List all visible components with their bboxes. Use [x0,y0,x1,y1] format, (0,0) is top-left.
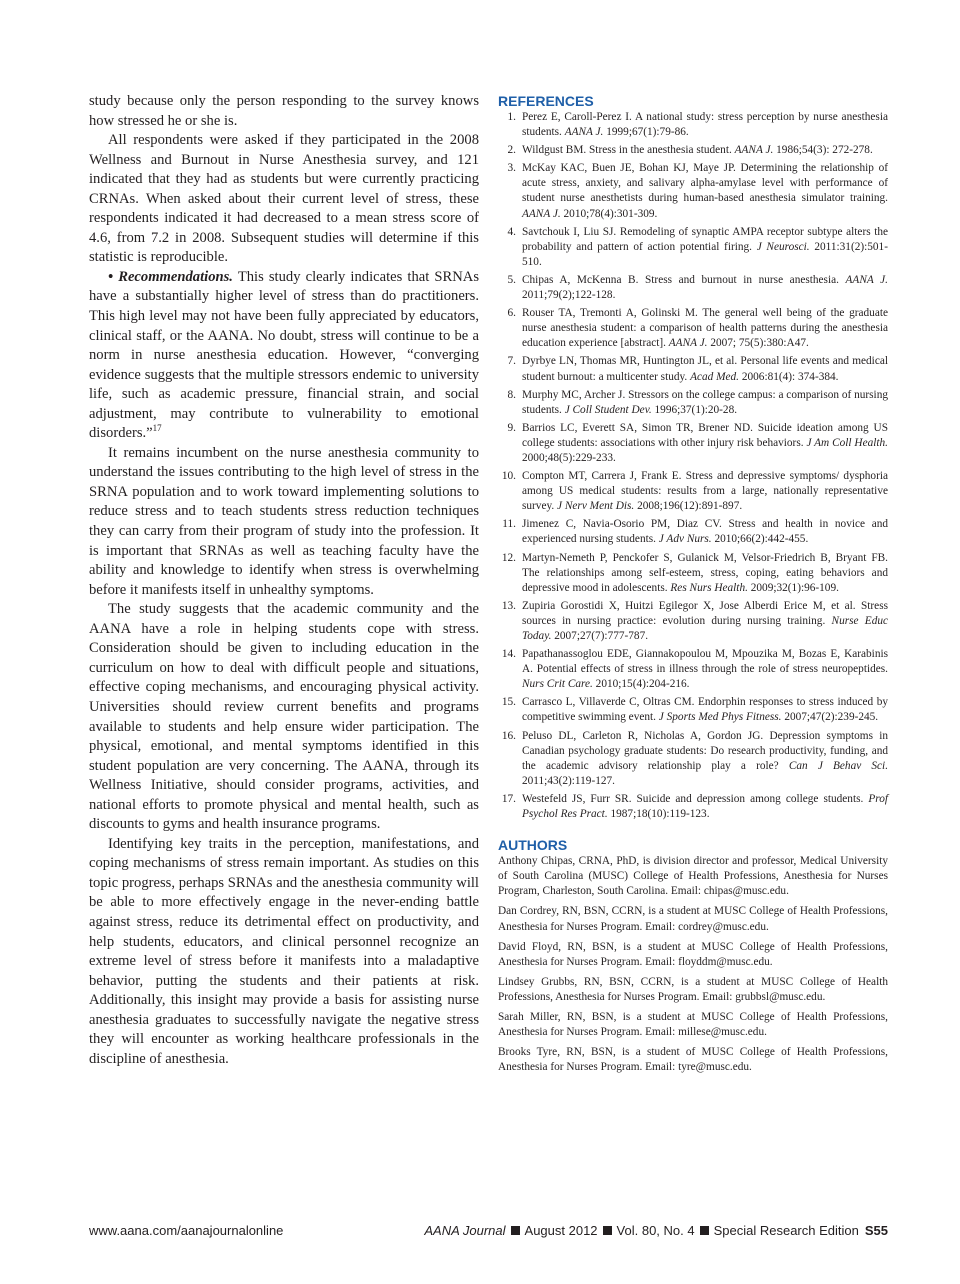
reference-journal: J Adv Nurs. [658,533,712,546]
reference-number: 7. [507,355,516,368]
author-bio: Brooks Tyre, RN, BSN, is a student of MUSC College of Health Professions, Anesthesia for Nurses Program. Email: tyre@musc.edu. [498,1046,888,1074]
reference-journal: AANA J. [845,273,888,286]
reference-item [498,792,888,822]
reference-number: 17. [501,792,516,805]
reference-citation: 1986;54(3): 272-278. [776,144,873,157]
reference-citation: 2010;66(2):442-455. [714,533,809,546]
reference-number: 2. [507,144,516,157]
reference-item [498,273,888,303]
reference-text: Perez E, Caroll-Perez I. A national study: stress perception by nurse anesthesia students. [522,111,888,139]
body-paragraph: Identifying key traits in the perception, manifestations, and coping mechanisms of stress remain important. As studies on this topic progress, perhaps SRNAs and the anesthesia community will be able to more effectively engage in the never-ending battle against stress, reduce its detrimental effect on productivity, and help students, educators, and clinical personnel recognize an extreme level of stress before it manifests into a maladaptive behavior, putting the students and their patients at risk. Additionally, this insight may provide a basis for assisting nurse anesthesia graduates to successfully navigate the negative stress they will encounter as working healthcare professionals in the discipline of anesthesia. [89,835,479,1067]
reference-citation: 2000;48(5):229-233. [522,451,616,464]
reference-journal: Nurse Educ Today. [522,614,889,642]
author-bio: Dan Cordrey, RN, BSN, CCRN, is a student at MUSC College of Health Professions, Anesthesia for Nurses Program. Email: cordrey@musc.edu. [498,905,888,933]
reference-citation: 2008;196(12):891-897. [637,500,743,513]
reference-text: Rouser TA, Tremonti A, Golinski M. The general well being of the graduate nurse anesthesia student: a comparison of health patterns during the anesthesia education experience [abstract]. [522,307,888,350]
author-bio: David Floyd, RN, BSN, is a student at MUSC College of Health Professions, Anesthesia for Nurses Program. Email: floyddm@musc.edu. [498,940,888,968]
reference-citation: 2010;15(4):204-216. [595,678,690,691]
reference-number: 13. [501,599,516,612]
author-bio: Anthony Chipas, CRNA, PhD, is division director and professor, Medical University of South Carolina (MUSC) College of Health Professions, Anesthesia for Nurses Program, Charleston, South Carolina. Email: chipas@musc.edu. [498,855,888,898]
reference-number: 14. [501,648,516,661]
reference-citation: 2009;32(1):96-109. [750,581,839,594]
square-bullet-icon [511,1226,520,1235]
reference-journal: AANA J. [734,144,774,157]
reference-journal: Res Nurs Health. [670,581,748,594]
square-bullet-icon [700,1226,709,1235]
reference-item [498,388,888,418]
body-paragraph: study because only the person responding to the survey knows how stressed he or she is. [89,93,479,129]
references-authors-column [498,92,888,1080]
page-number: S55 [864,1223,888,1238]
reference-text: Zupiria Gorostidi X, Huitzi Egilegor X, Jose Alberdi Erice M, et al. Stress sources in nursing practice: evolution during nursing training. [522,599,888,627]
references-heading: REFERENCES [498,93,594,109]
reference-journal: Acad Med. [690,370,740,383]
reference-item [498,695,888,725]
references-list [498,110,888,822]
issue-volume: Vol. 80, No. 4 [616,1223,695,1238]
reference-text: Papathanassoglou EDE, Giannakopoulou M, Mpouzika M, Bozas E, Karabinis A. Potential effects of stress in illness through the role of stress neuropeptides. [522,648,888,676]
authors-heading: AUTHORS [498,837,568,854]
reference-text: Dyrbye LN, Thomas MR, Huntington JL, et al. Personal life events and medical student burnout: a multicenter study. [522,355,888,383]
body-paragraph: The study suggests that the academic community and the AANA have a role in helping students cope with stress. Consideration should be given to including education in the curriculum on how to deal with difficult people and situations, effective coping mechanisms, and encouraging physical activity. Universities should review current benefits and programs available to students and help ensure wider participation. The physical, emotional, and mental symptoms identified in this student population are very concerning. The AANA, through its Wellness Initiative, should consider programs, activities, and national efforts to promote physical and mental health, such as discounts to gyms and health insurance programs. [89,601,479,833]
reference-journal: AANA J. [522,207,561,220]
reference-item [498,306,888,351]
reference-text: McKay KAC, Buen JE, Bohan KJ, Maye JP. Determining the relationship of acute stress, anxiety, and salivary alpha-amylase level with performance of student nurse anesthetists during human-based anesthesia simulator training. [522,162,888,205]
reference-item [498,599,888,644]
journal-issue-info [424,1223,888,1238]
body-paragraph: It remains incumbent on the nurse anesthesia community to understand the issues contributing to the high level of stress in the SRNA population and to work toward implementing solutions to reduce stress and to teach students stress reduction techniques they can carry from their program of study into the profession. It is important that SRNAs as well as teaching faculty have the ability and knowledge to identify when stress is overwhelming before it manifests itself in unhealthy symptoms. [89,444,479,598]
reference-journal: J Neurosci. [756,240,810,253]
reference-citation: 2011:31(2):501-510. [522,240,888,268]
reference-item [498,421,888,466]
reference-journal: AANA J. [564,126,604,139]
reference-item [498,551,888,596]
reference-journal: J Nerv Ment Dis. [557,500,635,513]
reference-text: Murphy MC, Archer J. Stressors on the college campus: a comparison of nursing students. [522,388,888,416]
reference-journal: J Am Coll Health. [806,436,888,449]
body-paragraph: All respondents were asked if they participated in the 2008 Wellness and Burnout in Nurse Anesthesia survey, and 121 indicated that they had as students but were currently practicing CRNAs. When asked about their current level of stress, these respondents indicated it had decreased to a mean stress score of 4.6, from 7.2 in 2008. Subsequent studies will determine if this statistic is reproducible. [89,132,479,266]
reference-number: 15. [501,696,516,709]
reference-text: Jimenez C, Navia-Osorio PM, Diaz CV. Stress and health in novice and experienced nursing students. [522,518,888,546]
reference-journal: Nurs Crit Care. [522,678,593,691]
reference-number: 9. [507,421,516,434]
reference-number: 5. [507,273,516,286]
reference-citation: 2007;27(7):777-787. [554,630,649,642]
reference-item [498,469,888,514]
body-text-column [89,92,479,1069]
reference-citation: 2007; 75(5):380:A47. [710,337,809,350]
reference-number: 6. [507,307,516,320]
recommendations-paragraph [89,268,479,444]
reference-item [498,225,888,270]
reference-journal: Prof Psychol Res Pract. [522,792,888,821]
reference-text: Peluso DL, Carleton R, Nicholas A, Gordon JG. Depression symptoms in Canadian psychology graduate students: Do research productivity, funding, and the academic advisory relationship play a role? [522,729,888,772]
reference-number: 16. [501,729,516,742]
reference-number: 4. [507,225,516,238]
reference-journal: J Coll Student Dev. [564,403,652,416]
citation-superscript: 17 [152,423,162,434]
reference-citation: 1999;67(1):79-86. [606,126,689,139]
reference-item [498,517,888,547]
reference-item [498,110,888,140]
reference-citation: 1996;37(1):20-28. [654,403,738,416]
reference-citation: 2006:81(4): 374-384. [741,370,839,383]
issue-edition: Special Research Edition [713,1223,859,1238]
reference-text: Martyn-Nemeth P, Penckofer S, Gulanick M, Velsor-Friedrich B, Bryant FB. The relationships among self-esteem, stress, coping, eating behaviors and depressive mood in adolescents. [522,551,888,594]
reference-item [498,161,888,221]
reference-number: 3. [507,162,516,175]
body-paragraph-text: This study clearly indicates that SRNAs have a substantially higher level of stress than do practitioners. This high level may not have been fully appreciated by educators, clinical staff, or the AANA. No doubt, stress will continue to be a norm in nurse anesthesia education. However, “converging evidence suggests that the multiple stressors endemic to university life, such as academic pressure, financial strain, and social adjustment, may contribute to vulnerability to emotional disorders.” [89,268,480,442]
journal-name: AANA Journal [424,1223,506,1238]
reference-number: 12. [501,551,516,564]
reference-number: 8. [507,388,516,401]
author-bio: Sarah Miller, RN, BSN, is a student at MUSC College of Health Professions, Anesthesia for Nurses Program. Email: millese@musc.edu. [498,1010,888,1039]
reference-text: Compton MT, Carrera J, Frank E. Stress and depressive symptoms/ dysphoria among US medical students: results from a large, nationally representative survey. [522,470,888,513]
recommendations-label: • Recommendations. [108,268,233,285]
square-bullet-icon [603,1226,612,1235]
reference-journal: J Sports Med Phys Fitness. [658,711,782,724]
reference-journal: AANA J. [668,337,708,350]
author-bio: Lindsey Grubbs, RN, BSN, CCRN, is a student at MUSC College of Health Professions, Anesthesia for Nurses Program. Email: grubbsl@musc.edu. [498,975,888,1003]
journal-url-link[interactable]: www.aana.com/aanajournalonline [89,1223,284,1238]
reference-text: Westefeld JS, Furr SR. Suicide and depression among college students. [522,792,864,805]
reference-item [498,647,888,692]
issue-date: August 2012 [524,1223,598,1238]
reference-number: 1. [507,111,516,123]
page-footer [89,1223,888,1241]
reference-citation: 1987;18(10):119-123. [610,808,710,821]
reference-number: 11. [502,518,516,531]
reference-item [498,143,888,158]
reference-text: Wildgust BM. Stress in the anesthesia student. [522,144,732,157]
reference-text: Savtchouk I, Liu SJ. Remodeling of synaptic AMPA receptor subtype alters the probability and pattern of action potential firing. [522,225,888,253]
reference-citation: 2011;79(2);122-128. [522,289,616,302]
reference-number: 10. [501,470,516,483]
reference-text: Carrasco L, Villaverde C, Oltras CM. Endorphin responses to stress induced by competitive swimming event. [522,696,888,724]
reference-text: Chipas A, McKenna B. Stress and burnout in nurse anesthesia. [522,273,839,286]
authors-list [498,854,888,1075]
reference-citation: 2010;78(4):301-309. [563,207,658,220]
reference-citation: 2007;47(2):239-245. [784,711,879,724]
reference-item [498,729,888,789]
reference-citation: 2011;43(2):119-127. [522,774,615,787]
reference-text: Barrios LC, Everett SA, Simon TR, Brener ND. Suicide ideation among US college students: associations with other injury risk behaviors. [522,421,888,449]
reference-item [498,354,888,384]
reference-journal: Can J Behav Sci. [788,759,889,772]
